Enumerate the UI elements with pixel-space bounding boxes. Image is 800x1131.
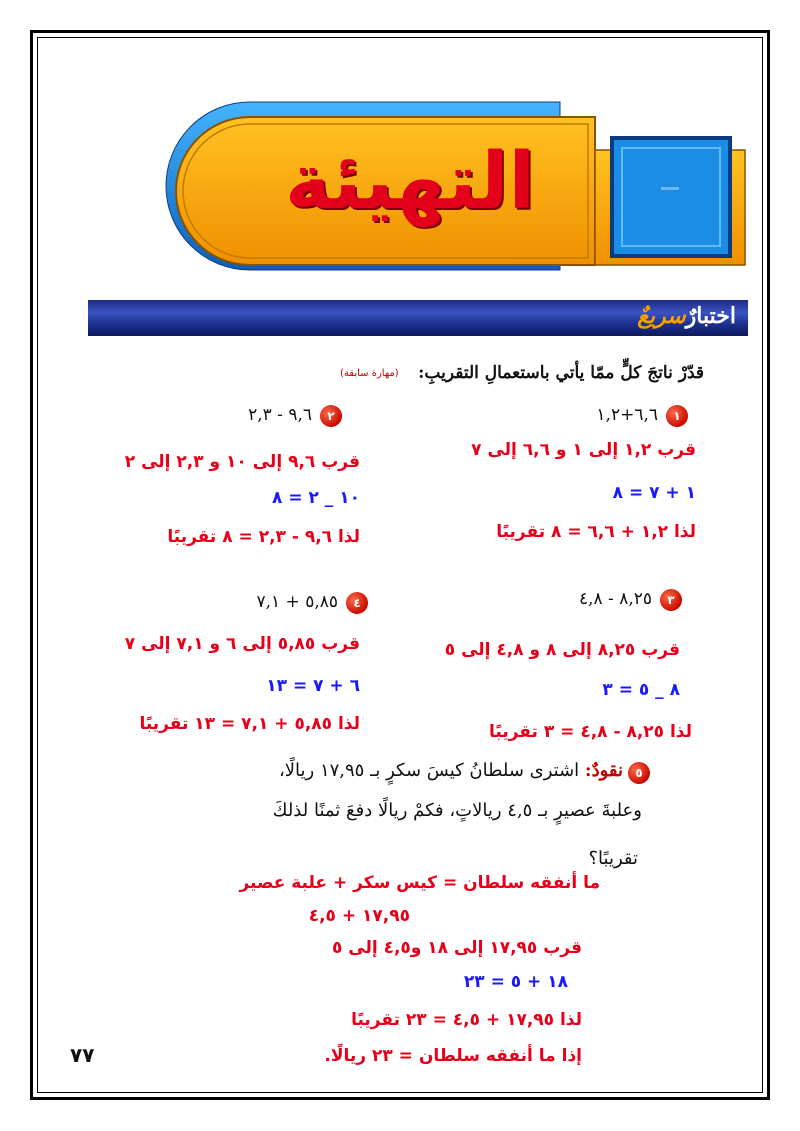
- problem-1-question: ٦,٦+١,٢: [596, 405, 658, 425]
- problem-2-question: ٩,٦ - ٢,٣: [248, 405, 312, 425]
- problem-1-line-3: لذا ١,٢ + ٦,٦ = ٨ تقريبًا: [496, 522, 696, 542]
- problem-5-question-line-2: وعلبةَ عصيرٍ بـ ٤,٥ ريالاتٍ، فكمْ ريالًا دفعَ ثمنًا لذلكَ: [272, 800, 642, 821]
- problem-3-line-2: ٨ _ ٥ = ٣: [602, 680, 680, 700]
- problem-4-badge: ٤: [346, 592, 368, 614]
- problem-2-line-1: قرب ٩,٦ إلى ١٠ و ٢,٣ إلى ٢: [124, 452, 360, 472]
- problem-5-label: نقودٌ:: [584, 760, 623, 781]
- problem-3-badge: ٣: [660, 589, 682, 611]
- problem-4-line-2: ٦ + ٧ = ١٣: [266, 676, 360, 696]
- problem-1-line-2: ١ + ٧ = ٨: [612, 483, 696, 503]
- problem-4-question: ٥,٨٥ + ٧,١: [256, 592, 338, 612]
- problem-5-line-2: ١٧,٩٥ + ٤,٥: [308, 906, 410, 926]
- skill-tag: (مهارة سابقة): [340, 368, 399, 379]
- problem-3-line-1: قرب ٨,٢٥ إلى ٨ و ٤,٨ إلى ٥: [444, 640, 680, 660]
- problem-2-badge: ٢: [320, 405, 342, 427]
- blue-square: [612, 138, 730, 256]
- instruction-text: قدّرْ ناتجَ كلٍّ ممّا يأتي باستعمالِ التقريبِ:: [418, 363, 704, 383]
- section-title-main: اختبارٌ: [685, 303, 736, 329]
- problem-3-line-3: لذا ٨,٢٥ - ٤,٨ = ٣ تقريبًا: [489, 722, 692, 742]
- problem-5-line-4: ١٨ + ٥ = ٢٣: [463, 972, 568, 992]
- section-title: [637, 303, 736, 329]
- problem-5-question-line-1: [279, 760, 623, 781]
- problem-5-line-3: قرب ١٧,٩٥ إلى ١٨ و٤,٥ إلى ٥: [331, 938, 582, 958]
- section-bar: [88, 300, 748, 336]
- problem-2-line-2: ١٠ _ ٢ = ٨: [272, 488, 360, 508]
- problem-5-question-line-3: تقريبًا؟: [588, 848, 638, 869]
- problem-5-badge: ٥: [628, 762, 650, 784]
- problem-1-line-1: قرب ١,٢ إلى ١ و ٦,٦ إلى ٧: [471, 440, 696, 460]
- problem-3-question: ٨,٢٥ - ٤,٨: [578, 589, 652, 609]
- section-title-accent: سريعٌ: [637, 303, 686, 329]
- problem-4-line-3: لذا ٥,٨٥ + ٧,١ = ١٣ تقريبًا: [139, 714, 360, 734]
- problem-1-badge: ١: [666, 405, 688, 427]
- problem-5-line-1: ما أنفقه سلطان = كيس سكر + علبة عصير: [239, 873, 600, 893]
- problem-5-line-5: لذا ١٧,٩٥ + ٤,٥ = ٢٣ تقريبًا: [351, 1010, 582, 1030]
- page-number: ٧٧: [70, 1043, 95, 1067]
- problem-4-line-1: قرب ٥,٨٥ إلى ٦ و ٧,١ إلى ٧: [124, 634, 360, 654]
- problem-2-line-3: لذا ٩,٦ - ٢,٣ = ٨ تقريبًا: [167, 527, 360, 547]
- problem-5-question-text-1: اشترى سلطانُ كيسَ سكرٍ بـ ١٧,٩٥ ريالًا،: [278, 760, 580, 781]
- problem-5-line-6: إذا ما أنفقه سلطان = ٢٣ ريالًا.: [324, 1046, 582, 1066]
- banner-title: التهيئة: [284, 137, 536, 227]
